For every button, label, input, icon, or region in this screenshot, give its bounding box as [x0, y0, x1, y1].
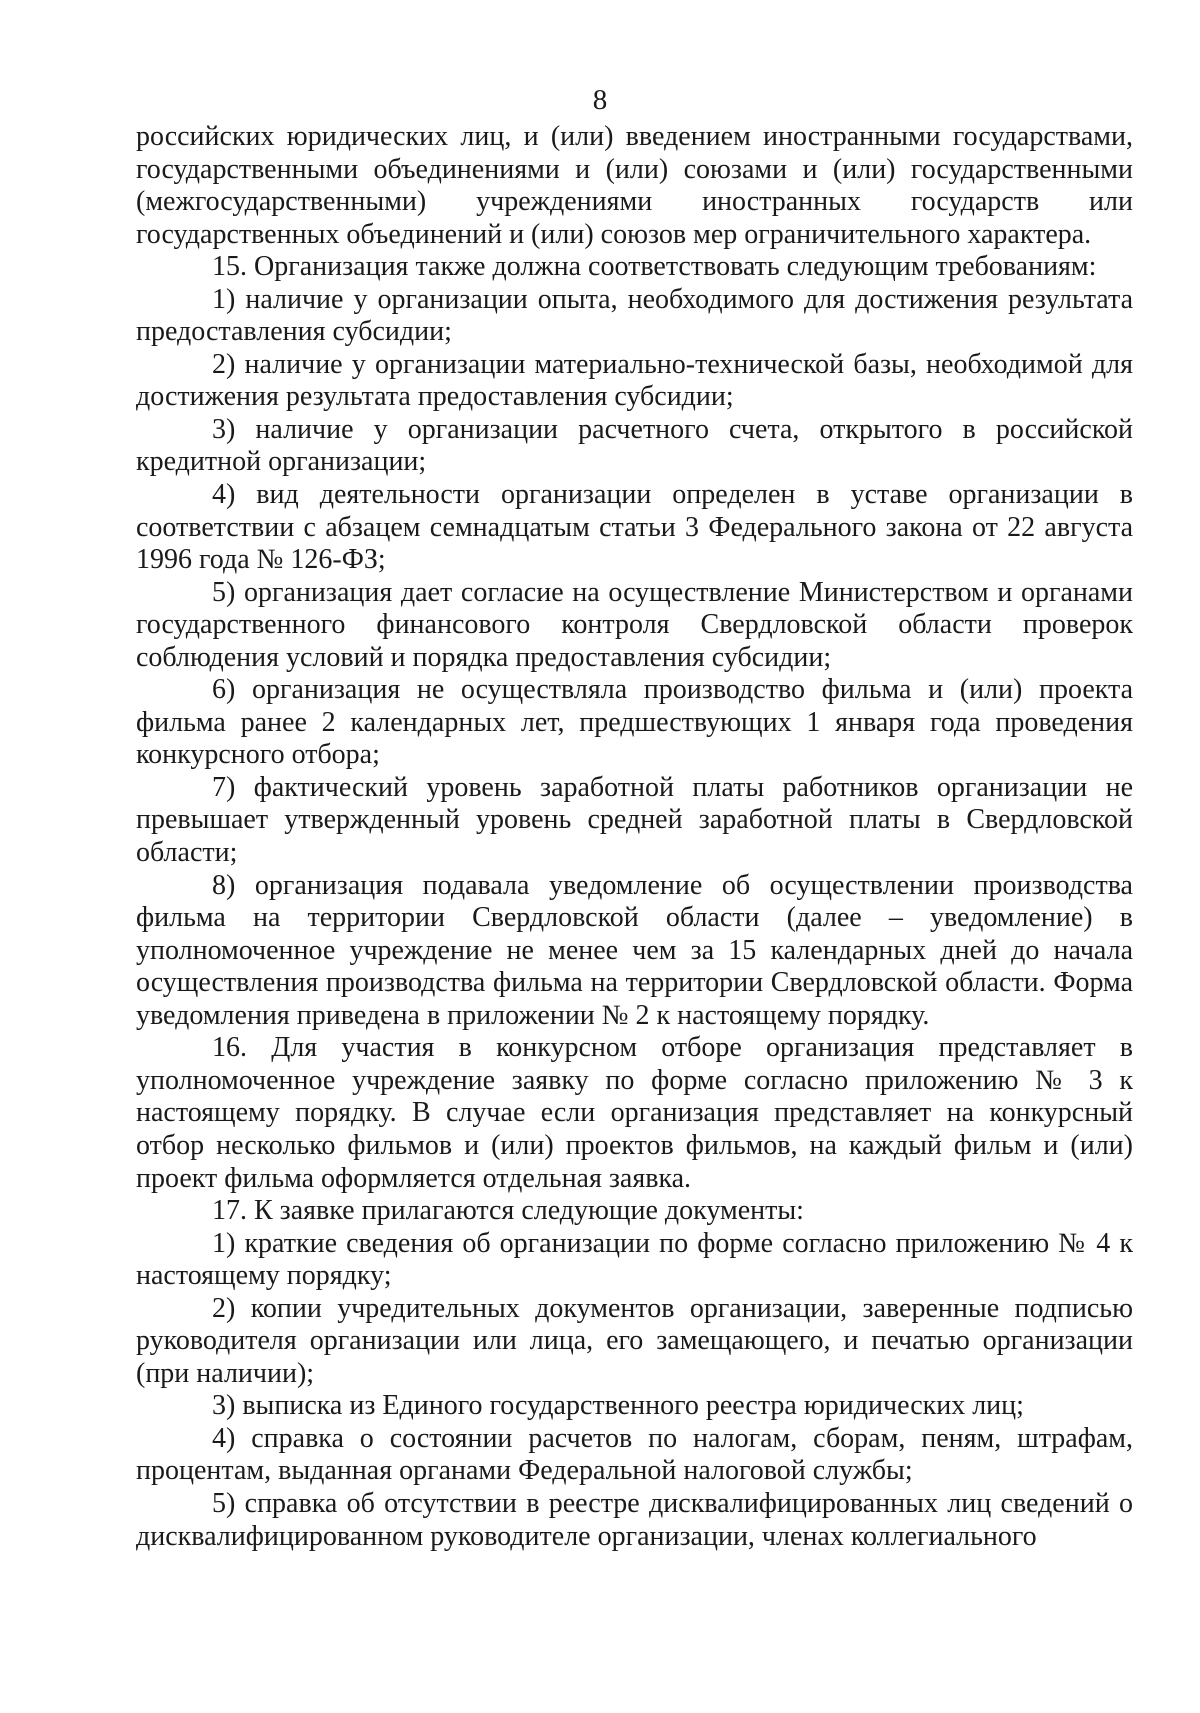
paragraph-clause-17: 17. К заявке прилагаются следующие документы: [212, 1195, 804, 1227]
paragraph-clause-15: 15. Организация также должна соответствовать следующим требованиям: [212, 251, 1097, 283]
paragraph-clause-15-item-6: 6) организация не осуществляла производство фильма и (или) проекта фильма ранее 2 календарных лет, предшествующих 1 января года проведения конкурсного отбора; [136, 674, 1133, 771]
paragraph-clause-17-item-2: 2) копии учредительных документов организации, заверенные подписью руководителя организации или лица, его замещающего, и печатью организации (при наличии); [136, 1292, 1133, 1389]
paragraph-continuation: российских юридических лиц, и (или) введением иностранными государствами, государственными объединениями и (или) союзами и (или) государственными (межгосударственными) учреждениями иностранных государств или государственных объединений и (или) союзов мер ограничительного характера. [136, 121, 1133, 250]
paragraph-clause-15-item-1: 1) наличие у организации опыта, необходимого для достижения результата предоставления субсидии; [136, 283, 1133, 348]
paragraph-clause-15-item-8: 8) организация подавала уведомление об осуществлении производства фильма на территории Свердловской области (далее – уведомление) в уполномоченное учреждение не менее чем за 15 календарных дней до начала осуществления производства фильма на территории Свердловской области. Форма уведомления приведена в приложении № 2 к настоящему порядку. [136, 869, 1133, 1031]
paragraph-clause-15-item-7: 7) фактический уровень заработной платы работников организации не превышает утвержденный уровень средней заработной платы в Свердловской области; [136, 771, 1133, 869]
paragraph-clause-17-item-3: 3) выписка из Единого государственного реестра юридических лиц; [212, 1390, 1024, 1422]
paragraph-clause-15-item-4: 4) вид деятельности организации определен в уставе организации в соответствии с абзацем семнадцатым статьи 3 Федерального закона от 22 августа 1996 года № 126-ФЗ; [136, 479, 1133, 576]
paragraph-clause-17-item-5: 5) справка об отсутствии в реестре дисквалифицированных лиц сведений о дисквалифицированном руководителе организации, членах коллегиального [136, 1487, 1133, 1552]
paragraph-clause-15-item-2: 2) наличие у организации материально-технической базы, необходимой для достижения результата предоставления субсидии; [136, 348, 1133, 413]
paragraph-clause-15-item-3: 3) наличие у организации расчетного счета, открытого в российской кредитной организации; [136, 413, 1133, 478]
paragraph-clause-15-item-5: 5) организация дает согласие на осуществление Министерством и органами государственного финансового контроля Свердловской области проверок соблюдения условий и порядка предоставления субсидии; [136, 576, 1133, 673]
paragraph-clause-16: 16. Для участия в конкурсном отборе организация представляет в уполномоченное учреждение заявку по форме согласно приложению № 3 к настоящему порядку. В случае если организация представляет на конкурсный отбор несколько фильмов и (или) проектов фильмов, на каждый фильм и (или) проект фильма оформляется отдельная заявка. [136, 1032, 1133, 1194]
page-number: 8 [592, 84, 608, 116]
paragraph-clause-17-item-4: 4) справка о состоянии расчетов по налогам, сборам, пеням, штрафам, процентам, выданная органами Федеральной налоговой службы; [136, 1422, 1133, 1487]
paragraph-clause-17-item-1: 1) краткие сведения об организации по форме согласно приложению № 4 к настоящему порядку; [136, 1227, 1133, 1292]
document-body [136, 121, 1133, 1553]
